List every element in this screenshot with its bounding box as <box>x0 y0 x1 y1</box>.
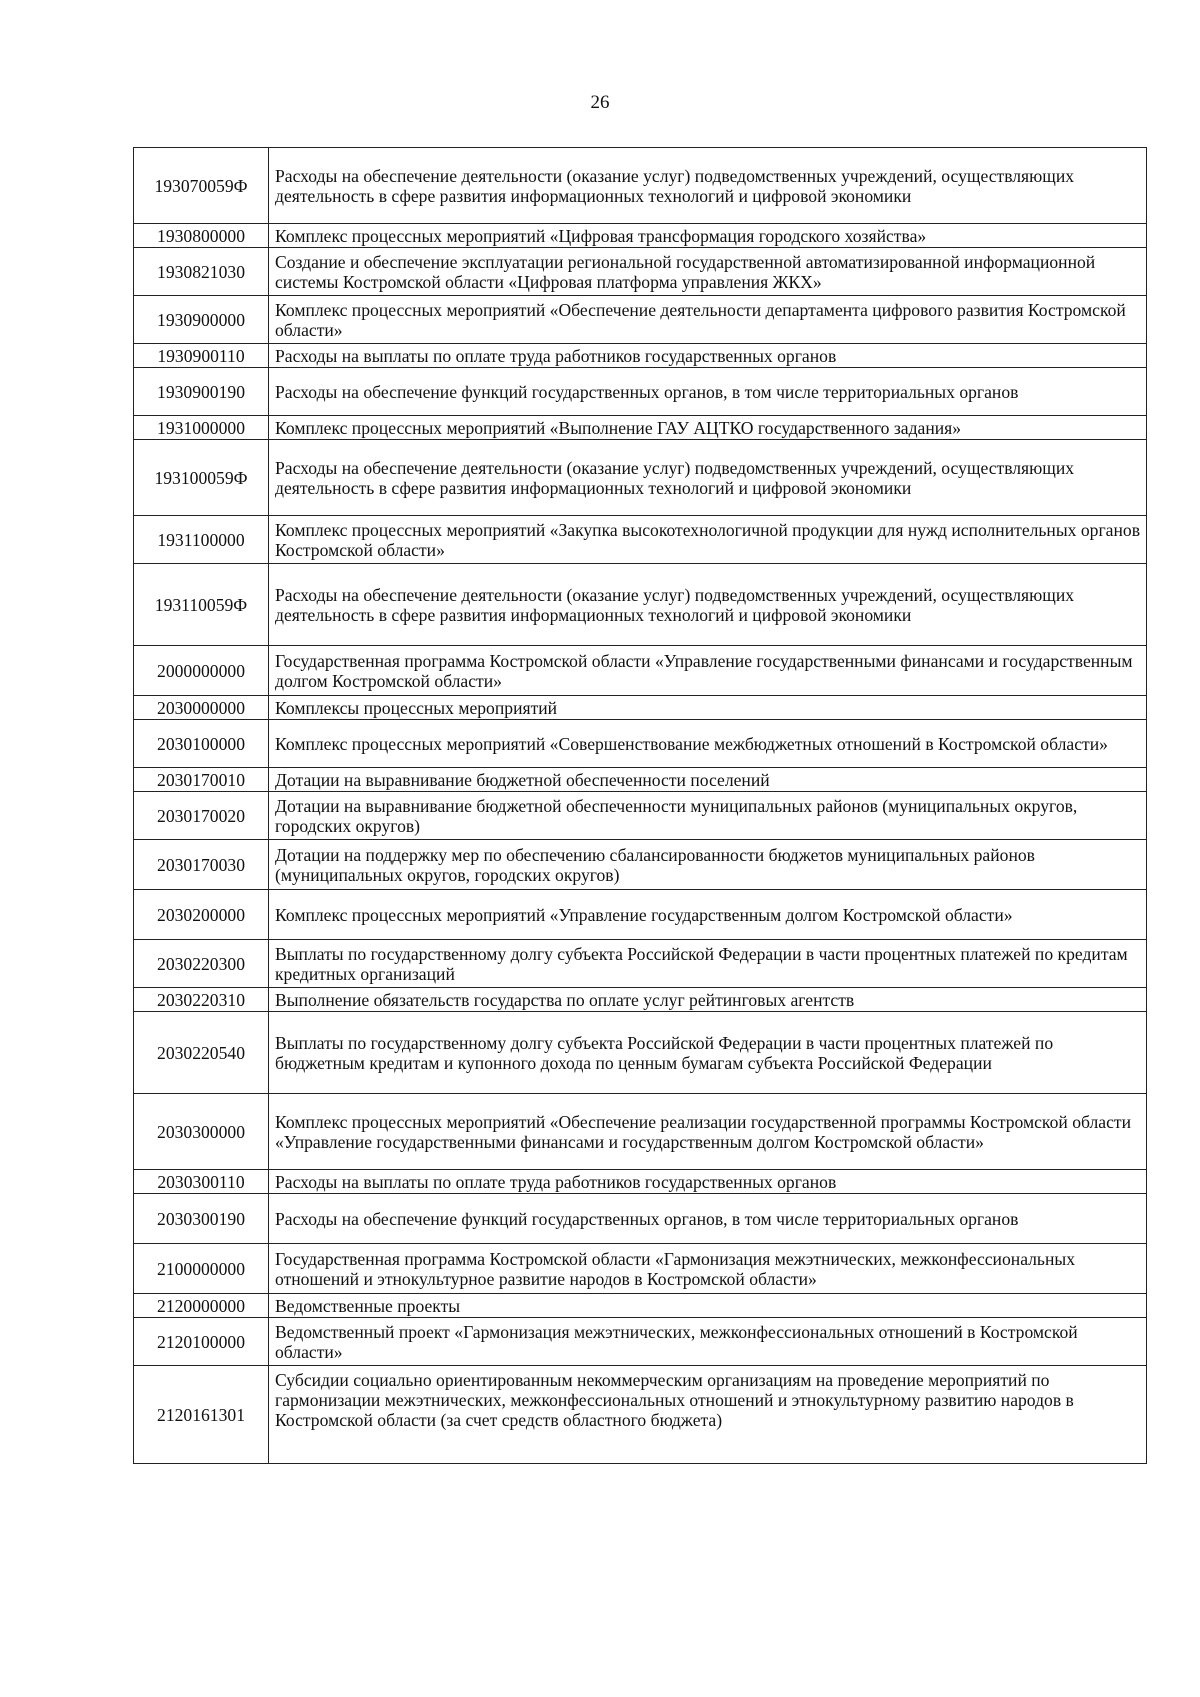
row-description: Расходы на обеспечение функций государственных органов, в том числе территориальных органов <box>269 1194 1147 1244</box>
row-description: Ведомственный проект «Гармонизация межэтнических, межконфессиональных отношений в Костромской области» <box>269 1318 1147 1366</box>
row-description: Расходы на выплаты по оплате труда работников государственных органов <box>269 1170 1147 1194</box>
row-description: Расходы на обеспечение деятельности (оказание услуг) подведомственных учреждений, осуществляющих деятельность в сфере развития информационных технологий и цифровой экономики <box>269 564 1147 646</box>
row-description: Выплаты по государственному долгу субъекта Российской Федерации в части процентных платежей по кредитам кредитных организаций <box>269 940 1147 988</box>
table-row <box>134 792 1147 840</box>
row-code: 1930900110 <box>134 344 269 368</box>
table-row <box>134 440 1147 516</box>
table-row <box>134 1294 1147 1318</box>
table-row <box>134 516 1147 564</box>
table-row <box>134 646 1147 696</box>
row-code: 1931100000 <box>134 516 269 564</box>
table-row <box>134 344 1147 368</box>
row-code: 1930821030 <box>134 248 269 296</box>
row-description: Комплекс процессных мероприятий «Обеспечение реализации государственной программы Костромской области «Управление государственными финансами и государственным долгом Костромской области» <box>269 1094 1147 1170</box>
table-row <box>134 940 1147 988</box>
row-description: Комплекс процессных мероприятий «Обеспечение деятельности департамента цифрового развития Костромской области» <box>269 296 1147 344</box>
table-row <box>134 768 1147 792</box>
row-description: Комплекс процессных мероприятий «Цифровая трансформация городского хозяйства» <box>269 224 1147 248</box>
table-row <box>134 224 1147 248</box>
row-code: 193100059Ф <box>134 440 269 516</box>
row-description: Комплекс процессных мероприятий «Выполнение ГАУ АЦТКО государственного задания» <box>269 416 1147 440</box>
table-row <box>134 1366 1147 1464</box>
row-description: Расходы на обеспечение деятельности (оказание услуг) подведомственных учреждений, осуществляющих деятельность в сфере развития информационных технологий и цифровой экономики <box>269 440 1147 516</box>
row-code: 193110059Ф <box>134 564 269 646</box>
row-code: 2030170030 <box>134 840 269 890</box>
row-code: 2030220540 <box>134 1012 269 1094</box>
row-code: 2120000000 <box>134 1294 269 1318</box>
table-row <box>134 988 1147 1012</box>
table-row <box>134 564 1147 646</box>
table-row <box>134 416 1147 440</box>
row-code: 2100000000 <box>134 1244 269 1294</box>
row-code: 1931000000 <box>134 416 269 440</box>
row-description: Комплекс процессных мероприятий «Совершенствование межбюджетных отношений в Костромской области» <box>269 720 1147 768</box>
budget-code-table <box>133 147 1147 1464</box>
row-code: 2030100000 <box>134 720 269 768</box>
row-description: Комплексы процессных мероприятий <box>269 696 1147 720</box>
row-code: 2030300190 <box>134 1194 269 1244</box>
table-row <box>134 1194 1147 1244</box>
row-description: Ведомственные проекты <box>269 1294 1147 1318</box>
row-description: Выполнение обязательств государства по оплате услуг рейтинговых агентств <box>269 988 1147 1012</box>
row-code: 2030300110 <box>134 1170 269 1194</box>
row-code: 2030170010 <box>134 768 269 792</box>
row-code: 1930900190 <box>134 368 269 416</box>
row-description: Комплекс процессных мероприятий «Закупка высокотехнологичной продукции для нужд исполнительных органов Костромской области» <box>269 516 1147 564</box>
table-row <box>134 248 1147 296</box>
table-row <box>134 368 1147 416</box>
row-description: Расходы на обеспечение деятельности (оказание услуг) подведомственных учреждений, осуществляющих деятельность в сфере развития информационных технологий и цифровой экономики <box>269 148 1147 224</box>
row-code: 2030220300 <box>134 940 269 988</box>
row-description: Дотации на поддержку мер по обеспечению сбалансированности бюджетов муниципальных районов (муниципальных округов, городских округов) <box>269 840 1147 890</box>
row-description: Дотации на выравнивание бюджетной обеспеченности муниципальных районов (муниципальных округов, городских округов) <box>269 792 1147 840</box>
row-code: 1930800000 <box>134 224 269 248</box>
table-row <box>134 840 1147 890</box>
page-number: 26 <box>590 92 610 113</box>
row-code: 2030300000 <box>134 1094 269 1170</box>
row-description: Дотации на выравнивание бюджетной обеспеченности поселений <box>269 768 1147 792</box>
row-description: Субсидии социально ориентированным некоммерческим организациям на проведение мероприятий по гармонизации межэтнических, межконфессиональных отношений и этнокультурному развитию народов в Костромской области (за счет средств областного бюджета) <box>269 1366 1147 1464</box>
table-row <box>134 1244 1147 1294</box>
row-code: 2000000000 <box>134 646 269 696</box>
row-code: 1930900000 <box>134 296 269 344</box>
row-code: 2030200000 <box>134 890 269 940</box>
row-description: Государственная программа Костромской области «Управление государственными финансами и государственным долгом Костромской области» <box>269 646 1147 696</box>
row-description: Комплекс процессных мероприятий «Управление государственным долгом Костромской области» <box>269 890 1147 940</box>
table-row <box>134 890 1147 940</box>
row-code: 193070059Ф <box>134 148 269 224</box>
table-row <box>134 720 1147 768</box>
table-row <box>134 1318 1147 1366</box>
table-row <box>134 1170 1147 1194</box>
table-row <box>134 148 1147 224</box>
table-row <box>134 296 1147 344</box>
table-row <box>134 1094 1147 1170</box>
row-code: 2030220310 <box>134 988 269 1012</box>
row-description: Государственная программа Костромской области «Гармонизация межэтнических, межконфессиональных отношений и этнокультурное развитие народов в Костромской области» <box>269 1244 1147 1294</box>
row-code: 2120161301 <box>134 1366 269 1464</box>
table-row <box>134 696 1147 720</box>
row-description: Расходы на обеспечение функций государственных органов, в том числе территориальных органов <box>269 368 1147 416</box>
row-description: Создание и обеспечение эксплуатации региональной государственной автоматизированной информационной системы Костромской области «Цифровая платформа управления ЖКХ» <box>269 248 1147 296</box>
row-code: 2120100000 <box>134 1318 269 1366</box>
row-code: 2030000000 <box>134 696 269 720</box>
row-description: Расходы на выплаты по оплате труда работников государственных органов <box>269 344 1147 368</box>
table-row <box>134 1012 1147 1094</box>
row-description: Выплаты по государственному долгу субъекта Российской Федерации в части процентных платежей по бюджетным кредитам и купонного дохода по ценным бумагам субъекта Российской Федерации <box>269 1012 1147 1094</box>
row-code: 2030170020 <box>134 792 269 840</box>
